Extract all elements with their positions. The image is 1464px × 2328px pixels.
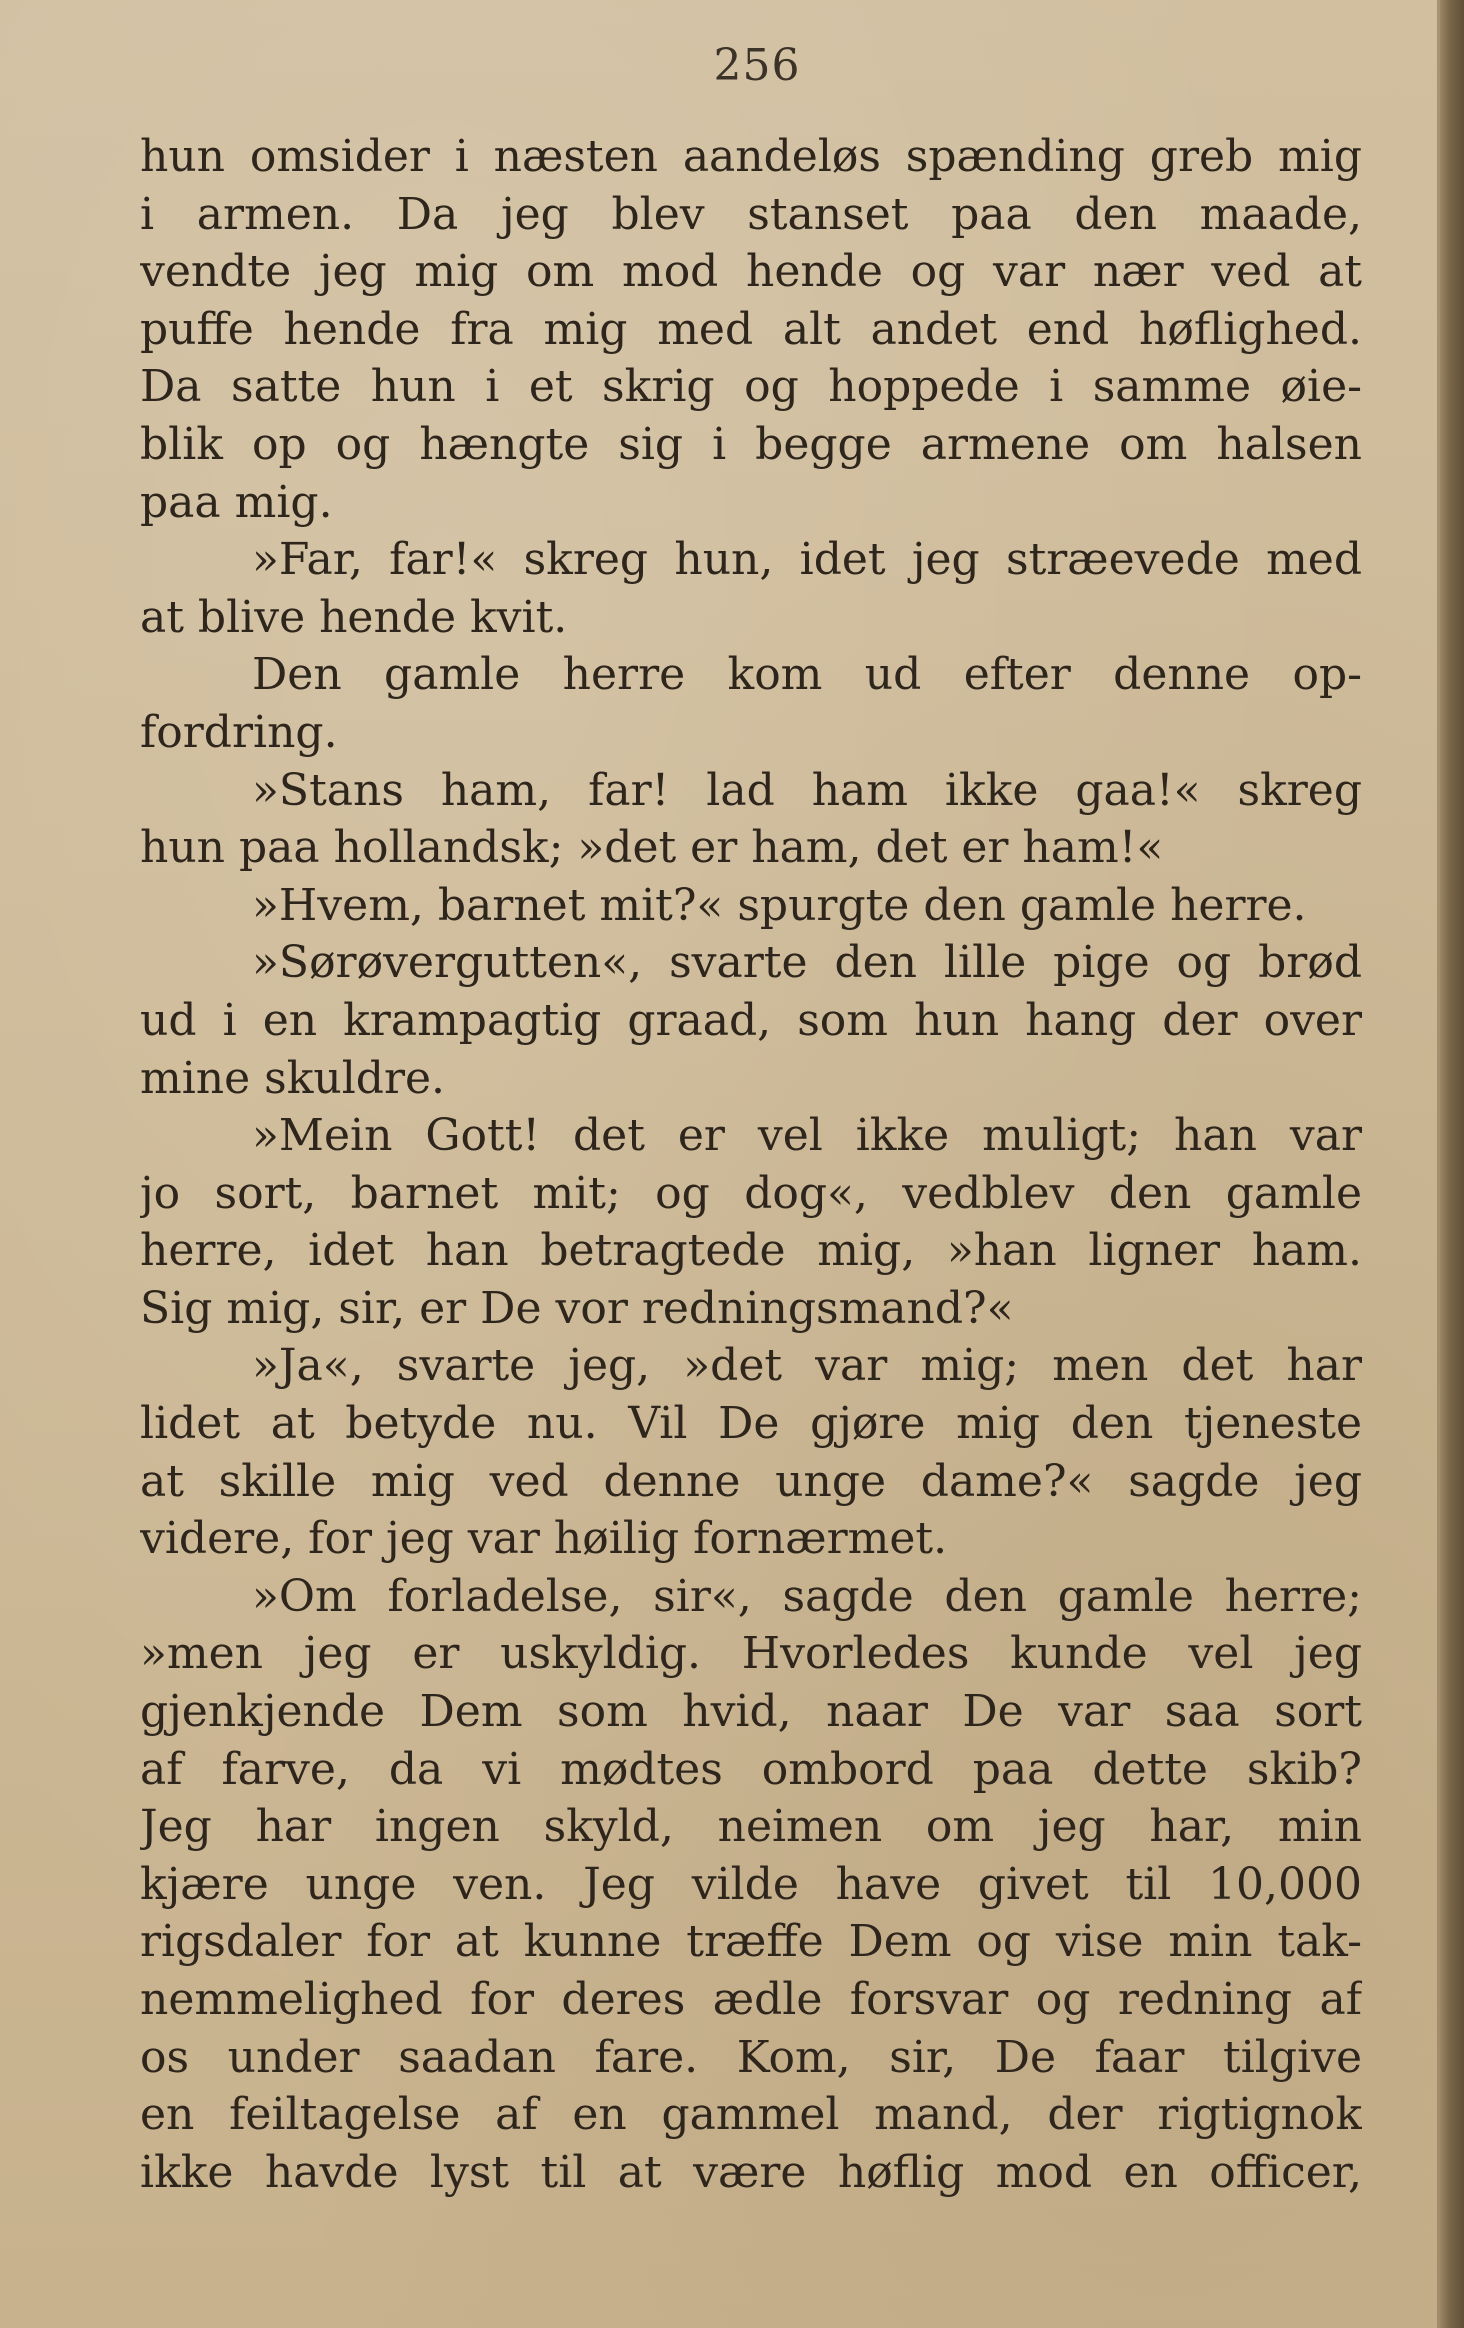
text-line: »Stans ham, far! lad ham ikke gaa!« skreg xyxy=(252,764,1362,816)
text-line: »Ja«, svarte jeg, »det var mig; men det har xyxy=(252,1340,1362,1392)
text-line: at skille mig ved denne unge dame?« sagde jeg xyxy=(140,1455,1362,1507)
text-line: at blive hende kvit. xyxy=(140,591,568,643)
text-line: ud i en krampagtig graad, som hun hang der over xyxy=(140,994,1362,1046)
text-line: os under saadan fare. Kom, sir, De faar tilgive xyxy=(140,2031,1362,2083)
text-line: Sig mig, sir, er De vor redningsmand?« xyxy=(140,1282,1014,1334)
text-line: mine skuldre. xyxy=(140,1052,446,1104)
text-line: fordring. xyxy=(140,706,338,758)
text-line: »Hvem, barnet mit?« spurgte den gamle herre. xyxy=(252,879,1307,931)
text-line: en feiltagelse af en gammel mand, der rigtignok xyxy=(140,2089,1362,2141)
page-number: 256 xyxy=(713,40,801,91)
text-line: lidet at betyde nu. Vil De gjøre mig den tjeneste xyxy=(140,1398,1362,1450)
text-line: paa mig. xyxy=(140,476,333,528)
text-line: jo sort, barnet mit; og dog«, vedblev den gamle xyxy=(140,1167,1362,1219)
text-line: gjenkjende Dem som hvid, naar De var saa sort xyxy=(140,1686,1362,1738)
book-binding-edge xyxy=(1440,0,1464,2328)
text-line: »Om forladelse, sir«, sagde den gamle herre; xyxy=(252,1570,1362,1622)
text-line: i armen. Da jeg blev stanset paa den maade, xyxy=(140,188,1362,240)
text-line: nemmelighed for deres ædle forsvar og redning af xyxy=(140,1974,1362,2025)
text-line: Jeg har ingen skyld, neimen om jeg har, min xyxy=(140,1801,1362,1853)
text-line: »men jeg er uskyldig. Hvorledes kunde vel jeg xyxy=(140,1628,1362,1680)
text-line: kjære unge ven. Jeg vilde have givet til 10,000 xyxy=(140,1858,1362,1910)
text-line: hun paa hollandsk; »det er ham, det er ham!« xyxy=(140,822,1164,874)
text-line: rigsdaler for at kunne træffe Dem og vise min tak- xyxy=(140,1916,1362,1968)
text-line: »Mein Gott! det er vel ikke muligt; han var xyxy=(252,1110,1362,1162)
text-line: af farve, da vi mødtes ombord paa dette skib? xyxy=(140,1743,1362,1795)
text-line: herre, idet han betragtede mig, »han ligner ham. xyxy=(140,1225,1362,1277)
text-line: »Far, far!« skreg hun, idet jeg stræevede med xyxy=(252,534,1362,586)
text-line: vendte jeg mig om mod hende og var nær ved at xyxy=(140,246,1362,298)
text-line: Da satte hun i et skrig og hoppede i samme øie- xyxy=(140,361,1362,413)
text-line: videre, for jeg var høilig fornærmet. xyxy=(140,1513,948,1565)
text-line: blik op og hængte sig i begge armene om halsen xyxy=(140,418,1362,470)
text-line: puffe hende fra mig med alt andet end høflighed. xyxy=(140,303,1362,355)
text-line: hun omsider i næsten aandeløs spænding greb mig xyxy=(140,131,1362,182)
text-line: ikke havde lyst til at være høflig mod en officer, xyxy=(140,2146,1362,2198)
text-line: »Sørøvergutten«, svarte den lille pige og brød xyxy=(252,937,1362,989)
body-text xyxy=(140,128,1362,2201)
text-line: Den gamle herre kom ud efter denne op- xyxy=(252,649,1362,701)
